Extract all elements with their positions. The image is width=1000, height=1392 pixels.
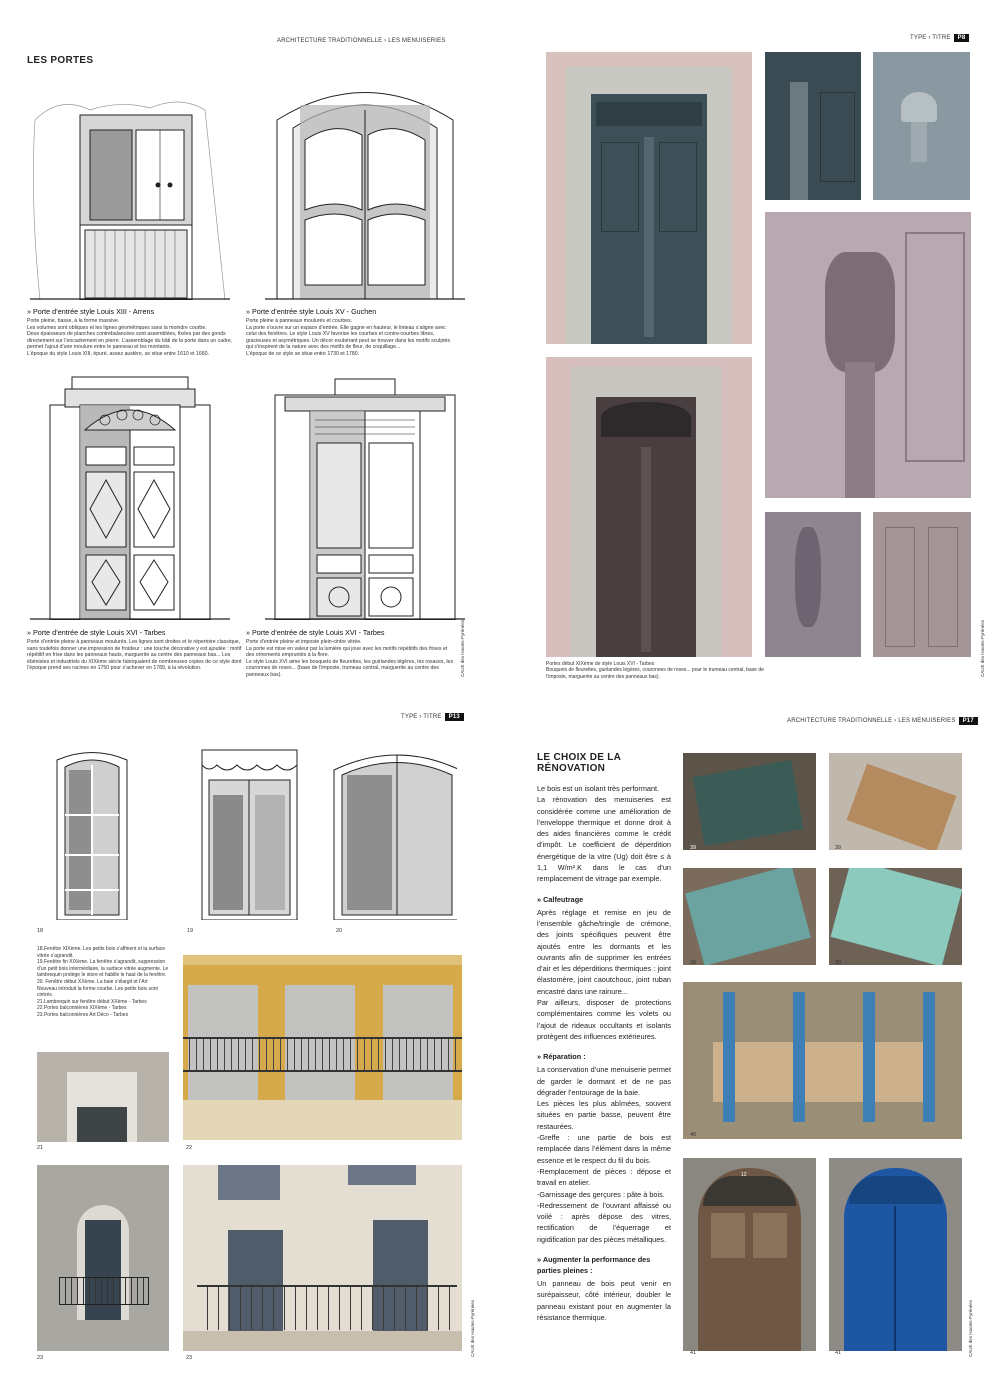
door-number-plate: 12 [741, 1172, 747, 1178]
page4-title: LE CHOIX DE LA RÉNOVATION [537, 752, 621, 774]
photo-old-door-before [683, 1158, 816, 1351]
list-item: 19.Fenêtre fin XIXème. La fenêtre s’agrandit, suppression d’un petit bois intermédiaire, la surface vitrée augmente. Le lambrequin protège le store et habille le haut de la fenêtre. [37, 959, 169, 979]
page4-credit: CAUE des Hautes-Pyrénées [968, 1300, 973, 1358]
item2-body: Porte pleine à panneaux moulurés et courbes. La porte s’ouvre sur un espace d’entrée. Elle gagne en hauteur, le linteau s’aligne avec celui des fenêtres. Le style Louis XV favorise les courbes et contre-courbes libres, gracieuses et asymétriques. Un décor exubérant peut se trouver dans les motifs sculptés qui s’inspirent de la nature avec des motifs de fleur, de coquillage... L’époque de ce style se situe entre 1730 et 1780. [246, 318, 451, 357]
page1-title: LES PORTES [27, 55, 94, 66]
page2-credit: CAUE des Hautes-Pyrénées [980, 620, 985, 678]
page4-header: ARCHITECTURE TRADITIONNELLE › LES MENUISERIES P17 [787, 718, 978, 724]
reparation-heading: » Réparation : [537, 1052, 586, 1062]
item1-title: » Porte d’entrée style Louis XIII - Arrens [27, 307, 155, 316]
list-item: 22.Portes balconnières XIXème - Tarbes [37, 1005, 127, 1012]
louis-xvi-imposte-door-drawing [265, 375, 465, 620]
fig-number-18: 18 [37, 928, 44, 934]
window-caption-list [37, 946, 169, 1019]
page2-header: TYPE › TITRE P8 [910, 35, 969, 41]
louis-xiii-door-drawing [30, 80, 230, 300]
photo-door-knocker [873, 52, 970, 200]
page1-header: ARCHITECTURE TRADITIONNELLE › LES MENUISERIES [277, 38, 446, 44]
reparation-paragraph: La conservation d’une menuiserie permet de garder le dormant et de ne pas dégrader l’entourage de la baie. Les pièces les plus abîmées, souvent situées en partie basse, peuvent être restaurées. -Greffe : une partie de bois est remplacée dans l’élément dans la même essence et le respect du fil du bois. -Remplacement de pièces : dépose et travail en atelier. -Garnissage des gerçures : pâte à bois. -Redressement de l’ouvrant affaissé ou voilé : après dépose des vitres, rectification de l’équerrage et rigidification par des pièces métalliques. [537, 1065, 671, 1244]
photo-restoration-39c [683, 868, 816, 965]
intro-paragraph: Le bois est un isolant très performant. La rénovation des menuiseries est considérée comme une amélioration de l’enveloppe thermique et donne droit à des aides financières comme le crédit d’impôt. Le coefficient de déperdition énergétique de la vitre (Ug) doit être ≤ à 1,1 W/m².K dans le cas d’un remplacement de vitrage par exemple. [537, 784, 671, 884]
item3-title: » Porte d’entrée de style Louis XVI - Tarbes [27, 628, 166, 637]
photo-door-detail-carving [765, 52, 861, 200]
photo-restoration-39d [829, 868, 962, 965]
photo-old-door-after [829, 1158, 962, 1351]
photo-number-40: 40 [690, 1132, 697, 1138]
list-item: 18.Fenêtre XIXème. Les petits bois s’affinent et la surface vitrée s’agrandit. [37, 946, 166, 959]
page1-credit: CAUE des Hautes-Pyrénées [460, 620, 465, 678]
photo-number-39c: 39 [690, 960, 697, 966]
list-item: 21.Lambrequin sur fenêtre début XXème - Tarbes [37, 998, 147, 1005]
fig-number-20: 20 [336, 928, 343, 934]
item2-title: » Porte d’entrée style Louis XV - Guchen [246, 307, 377, 316]
item4-title: » Porte d’entrée de style Louis XVI - Tarbes [246, 628, 385, 637]
fig-number-19: 19 [187, 928, 194, 934]
item4-body: Porte d’entrée pleine et imposte plein-cintre vitrée. La porte est mise en valeur par la lumière qui joue avec les motifs répétitifs des frises et des ornements empruntés à la flore. Le style Louis XVI aime les bouquets de fleurettes, les guirlandes légères, les rosaces, les couronnes de roses... (base de l’imposte, trumeau central, marguerite au centre des panneaux bas). [246, 639, 454, 678]
calfeutrage-heading: » Calfeutrage [537, 894, 584, 904]
item3-body: Porte d’entrée pleine à panneaux moulurés. Les lignes sont droites et le répertoire classique, sans toutefois donner une impression de froideur : une touche décorative y est ajoutée : motif répétitif en frise dans les panneaux hauts, marguerite au centre des panneaux bas... Les ébénistes et industriels du XIXème siècle fabriquaient de nombreuses copies de ce style dont l’époque prend ses racines en 1750 pour s’achever en 1789, à la révolution. [27, 639, 242, 672]
fig-number-22: 22 [186, 1145, 193, 1151]
photo-clamping-workshop [683, 982, 962, 1139]
page4-text-column [537, 783, 671, 1323]
photo-balcony-doors [183, 955, 462, 1140]
photo-restoration-39b [829, 753, 962, 850]
photo-number-39d: 39 [835, 960, 842, 966]
page3-header: TYPE › TITRE P13 [401, 714, 464, 720]
photo-lambrequin-window [37, 1052, 169, 1142]
page3-credit: CAUE des Hautes-Pyrénées [470, 1300, 475, 1358]
photo-restoration-39a [683, 753, 816, 850]
photo-art-deco-window [37, 1165, 169, 1351]
photo-number-39a: 39 [690, 845, 697, 851]
augmenter-paragraph: Un panneau de bois peut venir en surépaisseur, côté intérieur, doubler le panneau existant pour en augmenter la résistance thermique. [537, 1278, 671, 1322]
photo-carved-pilaster [765, 512, 861, 657]
photo-number-39b: 39 [835, 845, 842, 851]
photo-blue-door [546, 52, 752, 344]
photo-number-41b: 41 [835, 1350, 842, 1356]
photo-number-41a: 41 [690, 1350, 697, 1356]
page2-caption: Portes début XIXème de style Louis XVI - Tarbes Bouquets de fleurettes, guirlandes légères, couronnes de roses... pour le trumeau central, base de l’imposte, marguerite au centre des panneaux bas). [546, 661, 764, 680]
item1-body: Porte pleine, basse, à la forme massive. Les volumes sont obliques et les lignes géométriques sans la moindre courbe. Deux épaisseurs de planches contrebalancées sont assemblées, fixées par des gonds directement sur l’encadrement en pierre. L’assemblage du bâti de la porte dans un cadre, permet l’ajout d’une moulure entre le panneau et les montants. L’époque du style Louis XIII, épuré, assez austère, se situe entre 1610 et 1660. [27, 318, 233, 357]
photo-art-deco-balcony [183, 1165, 462, 1351]
fig-number-23b: 23 [186, 1355, 193, 1361]
window-drawings [37, 745, 457, 920]
list-item: 23.Portes balconnières Art Déco - Tarbes [37, 1011, 129, 1018]
photo-carved-console [765, 212, 971, 498]
photo-wood-panel [873, 512, 971, 657]
louis-xv-door-drawing [265, 80, 465, 300]
list-item: 20. Fenêtre début XXème. La baie s’élargit et l’Art Nouveau introduit la forme courbe. Les petits bois sont cintrés. [37, 978, 158, 999]
photo-brown-door [546, 357, 752, 657]
fig-number-21: 21 [37, 1145, 44, 1151]
louis-xvi-door-drawing [30, 375, 230, 620]
fig-number-23a: 23 [37, 1355, 44, 1361]
augmenter-heading: » Augmenter la performance des parties pleines : [537, 1254, 651, 1275]
calfeutrage-paragraph: Après réglage et remise en jeu de l’ensemble gâche/tringle de crémone, des joints spécifiques peuvent être ajoutés entre les dormants et les ouvrants afin de supprimer les entrées d’air et les déperditions thermiques : joint élastomère, joint caoutchouc, joint ruban encastré dans une rainure... Par ailleurs, disposer de protections complémentaires comme les volets ou l’ajout de rideaux occultants et isolants protègent des influences extérieures. [537, 907, 671, 1041]
